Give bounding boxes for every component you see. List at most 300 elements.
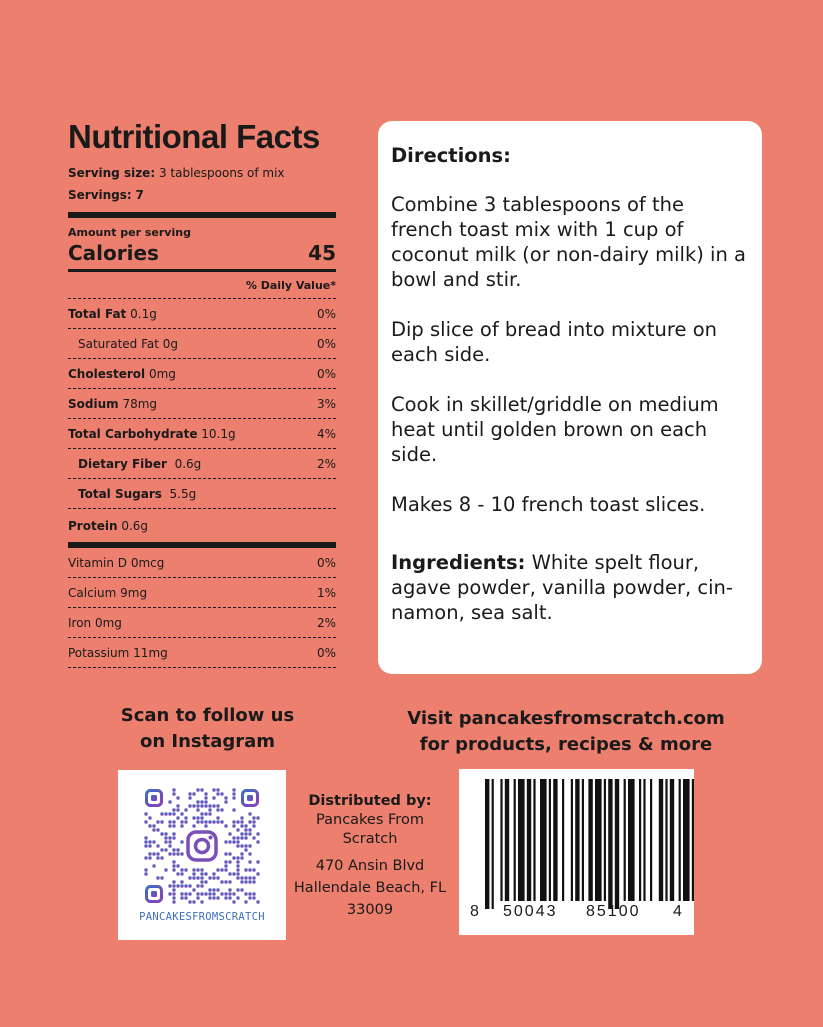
qr-module xyxy=(172,868,175,871)
qr-module xyxy=(156,820,159,823)
qr-module xyxy=(172,860,175,863)
qr-module xyxy=(240,856,243,859)
nutrient-row-protein xyxy=(68,509,336,542)
qr-module xyxy=(252,868,255,871)
qr-code-pattern xyxy=(144,788,260,904)
nutrient-amount: 5.5g xyxy=(169,486,197,501)
qr-module xyxy=(168,812,171,815)
qr-module xyxy=(180,892,183,895)
qr-module xyxy=(256,872,259,875)
qr-module xyxy=(168,892,171,895)
qr-module xyxy=(172,792,175,795)
qr-module xyxy=(208,804,211,807)
distributor-name-line-2: Scratch xyxy=(342,831,398,847)
direction-step: Dip slice of bread into mixture on each side. xyxy=(391,318,717,366)
qr-module xyxy=(240,832,243,835)
qr-module xyxy=(156,844,159,847)
vitamin-name: Potassium xyxy=(68,645,130,660)
qr-module xyxy=(200,880,203,883)
qr-module xyxy=(224,864,227,867)
qr-module xyxy=(248,860,251,863)
barcode-bar xyxy=(595,779,602,901)
qr-module xyxy=(172,892,175,895)
barcode-bar xyxy=(628,779,635,901)
qr-module xyxy=(152,840,155,843)
serving-size-label: Serving size: xyxy=(68,166,156,180)
qr-module xyxy=(156,876,159,879)
qr-module xyxy=(244,900,247,903)
qr-module xyxy=(188,796,191,799)
qr-module xyxy=(252,880,255,883)
servings-label: Servings: xyxy=(68,188,132,202)
qr-module xyxy=(252,896,255,899)
direction-step: Makes 8 - 10 french toast slices. xyxy=(391,493,706,516)
qr-module xyxy=(188,792,191,795)
nutrient-row-cholesterol xyxy=(68,359,336,389)
qr-module xyxy=(172,884,175,887)
qr-module xyxy=(228,872,231,875)
serving-size xyxy=(68,166,336,180)
qr-module xyxy=(220,868,223,871)
barcode-bar xyxy=(624,779,626,901)
qr-module xyxy=(248,876,251,879)
qr-module xyxy=(196,820,199,823)
qr-module xyxy=(252,820,255,823)
vitamin-row-calcium xyxy=(68,578,336,608)
barcode-bar xyxy=(575,779,579,901)
qr-module xyxy=(196,788,199,791)
qr-module xyxy=(164,836,167,839)
qr-module xyxy=(196,896,199,899)
vitamin-row-potassium xyxy=(68,638,336,668)
instagram-qr-code[interactable] xyxy=(118,770,286,940)
nutrient-dv: 0% xyxy=(316,336,336,351)
qr-module xyxy=(180,820,183,823)
qr-module xyxy=(184,884,187,887)
qr-module xyxy=(212,872,215,875)
qr-module xyxy=(176,804,179,807)
ingredients xyxy=(391,550,750,625)
qr-module xyxy=(236,840,239,843)
qr-module xyxy=(160,812,163,815)
qr-module xyxy=(220,792,223,795)
qr-module xyxy=(144,840,147,843)
qr-module xyxy=(204,892,207,895)
qr-module xyxy=(172,852,175,855)
vitamin-dv: 2% xyxy=(316,615,336,630)
qr-module xyxy=(224,860,227,863)
nutrient-name: Total Carbohydrate xyxy=(68,426,198,441)
qr-module xyxy=(180,840,183,843)
qr-module xyxy=(224,880,227,883)
qr-module xyxy=(176,872,179,875)
qr-module xyxy=(172,888,175,891)
qr-module xyxy=(172,788,175,791)
qr-module xyxy=(204,796,207,799)
qr-module xyxy=(236,896,239,899)
amount-per-serving-label: Amount per serving xyxy=(68,226,191,239)
qr-module xyxy=(224,796,227,799)
qr-module xyxy=(188,876,191,879)
qr-module xyxy=(172,832,175,835)
qr-module xyxy=(224,892,227,895)
nutrient-dv: 3% xyxy=(316,396,336,411)
qr-module xyxy=(200,820,203,823)
qr-module xyxy=(232,820,235,823)
address-line-3: 33009 xyxy=(346,902,394,918)
qr-module xyxy=(176,816,179,819)
qr-module xyxy=(236,868,239,871)
qr-module xyxy=(176,796,179,799)
qr-module xyxy=(200,892,203,895)
qr-module xyxy=(196,876,199,879)
qr-module xyxy=(180,812,183,815)
qr-module xyxy=(188,900,191,903)
qr-module xyxy=(212,896,215,899)
qr-module xyxy=(204,800,207,803)
qr-module xyxy=(212,892,215,895)
servings xyxy=(68,188,336,202)
qr-module xyxy=(236,856,239,859)
qr-module xyxy=(164,840,167,843)
qr-module xyxy=(216,816,219,819)
qr-module xyxy=(200,872,203,875)
barcode-bar xyxy=(485,779,489,909)
qr-module xyxy=(196,804,199,807)
qr-module xyxy=(236,820,239,823)
qr-module xyxy=(244,844,247,847)
qr-module xyxy=(248,868,251,871)
qr-module xyxy=(212,804,215,807)
qr-module xyxy=(200,884,203,887)
divider-medium xyxy=(68,269,336,272)
qr-module xyxy=(168,844,171,847)
qr-module xyxy=(240,816,243,819)
qr-caption: PANCAKESFROMSCRATCH xyxy=(139,911,265,923)
qr-module xyxy=(244,828,247,831)
qr-module xyxy=(160,848,163,851)
qr-module xyxy=(188,884,191,887)
nutrient-row-total-fat xyxy=(68,299,336,329)
qr-module xyxy=(212,796,215,799)
qr-module xyxy=(240,836,243,839)
qr-module xyxy=(196,892,199,895)
barcode-bar xyxy=(492,779,494,909)
qr-module xyxy=(144,820,147,823)
nutrient-name: Dietary Fiber xyxy=(78,456,167,471)
qr-module xyxy=(184,896,187,899)
barcode-bar xyxy=(665,779,667,901)
qr-module xyxy=(200,812,203,815)
qr-module xyxy=(236,888,239,891)
qr-module xyxy=(184,892,187,895)
qr-module xyxy=(232,840,235,843)
qr-module xyxy=(236,872,239,875)
qr-module xyxy=(168,820,171,823)
distributor-name-line-1: Pancakes From xyxy=(316,812,424,828)
nutrient-dv: 0% xyxy=(316,306,336,321)
qr-module xyxy=(244,868,247,871)
nutrient-amount: 0.1g xyxy=(130,306,157,321)
qr-module xyxy=(252,824,255,827)
barcode-group-left: 50043 xyxy=(503,903,558,920)
qr-module xyxy=(172,848,175,851)
qr-module xyxy=(220,880,223,883)
nutrient-name: Protein xyxy=(68,518,118,533)
nutrient-row-sodium xyxy=(68,389,336,419)
barcode-bar xyxy=(683,779,690,901)
qr-module xyxy=(236,828,239,831)
qr-module xyxy=(172,812,175,815)
qr-module xyxy=(196,816,199,819)
qr-module xyxy=(216,792,219,795)
barcode-bar xyxy=(659,779,663,901)
qr-module xyxy=(224,896,227,899)
qr-module xyxy=(180,872,183,875)
qr-module xyxy=(200,816,203,819)
barcode-bar xyxy=(540,779,547,901)
qr-module xyxy=(252,892,255,895)
nutrient-dv: 2% xyxy=(316,456,336,471)
qr-module xyxy=(248,832,251,835)
qr-module xyxy=(152,864,155,867)
qr-module xyxy=(224,840,227,843)
qr-module xyxy=(244,892,247,895)
qr-module xyxy=(244,836,247,839)
qr-module xyxy=(168,800,171,803)
qr-module xyxy=(244,848,247,851)
qr-module xyxy=(228,888,231,891)
vitamin-name: Vitamin D xyxy=(68,555,128,570)
qr-module xyxy=(192,792,195,795)
qr-module xyxy=(248,820,251,823)
qr-module xyxy=(144,836,147,839)
qr-module xyxy=(248,812,251,815)
qr-module xyxy=(144,812,147,815)
qr-module xyxy=(236,836,239,839)
barcode-bar xyxy=(639,779,641,901)
direction-step: Combine 3 tablespoons of the french toast mix with 1 cup of coconut milk (or non-dairy milk) in a bowl and stir. xyxy=(391,193,746,291)
qr-module xyxy=(200,876,203,879)
qr-module xyxy=(224,824,227,827)
qr-module xyxy=(204,812,207,815)
vitamin-row-vitamin-d xyxy=(68,548,336,578)
barcode-bar xyxy=(608,779,612,909)
qr-module xyxy=(200,800,203,803)
barcode-bar xyxy=(582,779,584,901)
qr-module xyxy=(232,788,235,791)
barcode-bar xyxy=(571,779,573,901)
qr-module xyxy=(192,900,195,903)
qr-module xyxy=(208,808,211,811)
barcode-bar xyxy=(679,779,681,901)
qr-module xyxy=(212,888,215,891)
qr-module xyxy=(236,844,239,847)
address-line-2: Hallendale Beach, FL xyxy=(293,880,447,896)
qr-module xyxy=(252,876,255,879)
qr-module xyxy=(172,900,175,903)
distributor-label: Distributed by: xyxy=(308,793,432,809)
qr-module xyxy=(172,808,175,811)
qr-module xyxy=(176,852,179,855)
vitamin-amount: 11mg xyxy=(133,645,168,660)
qr-module xyxy=(192,868,195,871)
nutrient-amount: 10.1g xyxy=(201,426,236,441)
qr-module xyxy=(228,840,231,843)
barcode-bar xyxy=(643,779,645,901)
qr-module xyxy=(256,832,259,835)
qr-module xyxy=(232,856,235,859)
qr-module xyxy=(200,868,203,871)
qr-module xyxy=(236,864,239,867)
qr-module xyxy=(180,868,183,871)
qr-module xyxy=(220,820,223,823)
qr-module xyxy=(248,892,251,895)
qr-module xyxy=(256,840,259,843)
qr-module xyxy=(152,824,155,827)
qr-module xyxy=(232,796,235,799)
qr-module xyxy=(144,868,147,871)
nutrient-name: Cholesterol xyxy=(68,366,146,381)
qr-module xyxy=(168,840,171,843)
qr-module xyxy=(176,864,179,867)
address-line-1: 470 Ansin Blvd xyxy=(315,858,425,874)
qr-module xyxy=(240,876,243,879)
qr-module xyxy=(232,824,235,827)
barcode-bar xyxy=(533,779,535,901)
qr-module xyxy=(188,804,191,807)
calories-value: 45 xyxy=(308,241,336,265)
instagram-icon xyxy=(184,828,220,864)
qr-module xyxy=(240,824,243,827)
qr-module xyxy=(168,852,171,855)
qr-module xyxy=(196,884,199,887)
qr-module xyxy=(216,896,219,899)
qr-module xyxy=(228,832,231,835)
qr-module xyxy=(152,828,155,831)
qr-module xyxy=(204,792,207,795)
qr-module xyxy=(160,820,163,823)
qr-module xyxy=(192,872,195,875)
qr-module xyxy=(256,900,259,903)
vitamin-dv: 0% xyxy=(316,645,336,660)
qr-module xyxy=(172,836,175,839)
qr-module xyxy=(176,848,179,851)
qr-module xyxy=(204,820,207,823)
nutrition-facts-panel xyxy=(68,118,336,668)
qr-module xyxy=(180,824,183,827)
barcode-digit-first: 8 xyxy=(470,903,479,920)
qr-module xyxy=(244,876,247,879)
directions-title: Directions: xyxy=(391,144,511,167)
qr-module xyxy=(148,824,151,827)
qr-module xyxy=(172,864,175,867)
scan-line-2: on Instagram xyxy=(139,731,276,752)
qr-module xyxy=(172,880,175,883)
qr-module xyxy=(256,816,259,819)
nutrient-amount: 78mg xyxy=(122,396,158,411)
qr-module xyxy=(200,788,203,791)
qr-module xyxy=(232,836,235,839)
ingredients-text: White spelt flour, agave powder, vanilla powder, cin-namon, sea salt. xyxy=(391,551,733,624)
direction-step: Cook in skillet/griddle on medium heat until golden brown on each side. xyxy=(391,393,719,466)
vitamin-amount: 0mcg xyxy=(130,555,165,570)
qr-module xyxy=(224,868,227,871)
qr-module xyxy=(248,844,251,847)
qr-module xyxy=(248,852,251,855)
vitamin-name: Calcium xyxy=(68,585,117,600)
qr-module xyxy=(192,816,195,819)
qr-module xyxy=(144,856,147,859)
nutrient-row-saturated-fat xyxy=(68,329,336,359)
qr-module xyxy=(244,880,247,883)
qr-module xyxy=(236,860,239,863)
qr-module xyxy=(168,836,171,839)
qr-module xyxy=(172,896,175,899)
qr-module xyxy=(152,852,155,855)
visit-line-2: for products, recipes & more xyxy=(419,734,713,755)
qr-module xyxy=(232,872,235,875)
qr-module xyxy=(184,868,187,871)
qr-module xyxy=(208,888,211,891)
qr-module xyxy=(204,872,207,875)
qr-module xyxy=(200,804,203,807)
qr-module xyxy=(148,840,151,843)
vitamin-amount: 9mg xyxy=(120,585,148,600)
qr-module xyxy=(200,900,203,903)
servings-value: 7 xyxy=(135,188,144,202)
nutrition-title: Nutritional Facts xyxy=(68,118,320,155)
qr-module xyxy=(240,820,243,823)
qr-module xyxy=(216,804,219,807)
qr-module xyxy=(156,828,159,831)
qr-module xyxy=(204,824,207,827)
qr-module xyxy=(216,876,219,879)
qr-module xyxy=(148,856,151,859)
qr-module xyxy=(248,880,251,883)
directions-card xyxy=(378,121,762,674)
qr-module xyxy=(192,804,195,807)
qr-module xyxy=(164,812,167,815)
qr-module xyxy=(208,876,211,879)
visit-website-text xyxy=(400,706,732,758)
qr-module xyxy=(208,896,211,899)
barcode-bar xyxy=(553,779,557,901)
qr-module xyxy=(228,896,231,899)
qr-module xyxy=(208,812,211,815)
calories-row xyxy=(68,241,336,265)
qr-module xyxy=(144,872,147,875)
nutrient-row-dietary-fiber xyxy=(68,449,336,479)
qr-module xyxy=(216,868,219,871)
qr-module xyxy=(228,892,231,895)
qr-module xyxy=(160,832,163,835)
barcode-bar xyxy=(549,779,551,901)
qr-module xyxy=(188,892,191,895)
qr-module xyxy=(144,844,147,847)
qr-module xyxy=(172,824,175,827)
barcode-bar xyxy=(650,779,652,901)
barcode-bar xyxy=(505,779,509,901)
qr-module xyxy=(180,880,183,883)
qr-module xyxy=(204,880,207,883)
upc-barcode xyxy=(459,769,694,935)
qr-module xyxy=(196,808,199,811)
nutrient-name: Total Fat xyxy=(68,306,127,321)
qr-module xyxy=(156,856,159,859)
qr-module xyxy=(212,876,215,879)
barcode-digit-last: 4 xyxy=(673,903,682,920)
